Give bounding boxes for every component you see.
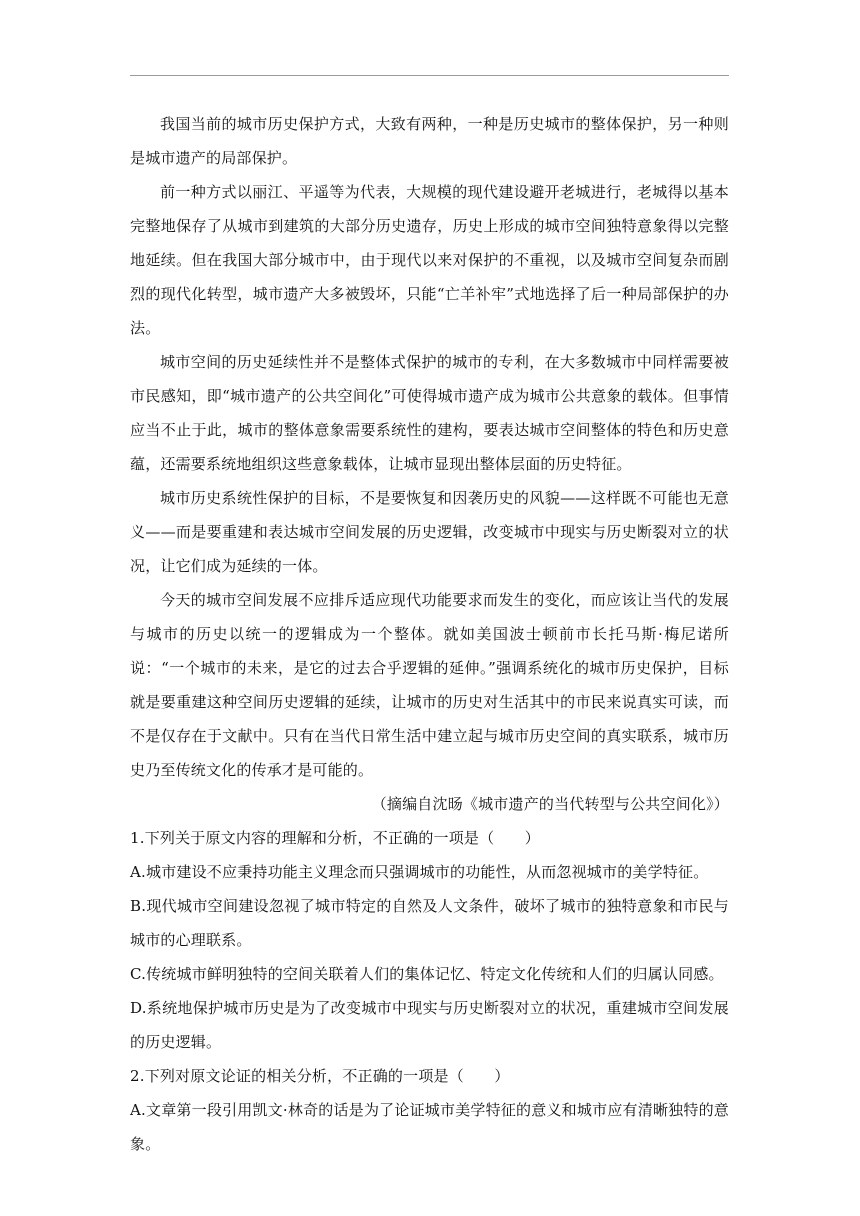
source-citation: （摘编自沈旸《城市遗产的当代转型与公共空间化》） <box>371 795 729 813</box>
paragraph: 前一种方式以丽江、平遥等为代表，大规模的现代建设避开老城进行，老城得以基本完整地保存了从城市到建筑的大部分历史遗存，历史上形成的城市空间独特意象得以完整地延续。但在我国大部分城市中，由于现代以来对保护的不重视，以及城市空间复杂而剧烈的现代化转型，城市遗产大多被毁坏，只能“亡羊补牢”式地选择了后一种局部保护的办法。 <box>130 183 729 337</box>
header-rule <box>130 75 729 76</box>
answer-option[interactable]: A.文章第一段引用凯文·林奇的话是为了论证城市美学特征的意义和城市应有清晰独特的意象。 <box>130 1101 729 1153</box>
paragraph: 我国当前的城市历史保护方式，大致有两种，一种是历史城市的整体保护，另一种则是城市遗产的局部保护。 <box>130 115 729 167</box>
answer-option[interactable]: B.现代城市空间建设忽视了城市特定的自然及人文条件，破坏了城市的独特意象和市民与城市的心理联系。 <box>130 897 729 949</box>
answer-option[interactable]: A.城市建设不应秉持功能主义理念而只强调城市的功能性，从而忽视城市的美学特征。 <box>130 863 709 881</box>
answer-option[interactable]: C.传统城市鲜明独特的空间关联着人们的集体记忆、特定文化传统和人们的归属认同感。 <box>130 965 724 983</box>
question-stem: 2.下列对原文论证的相关分析，不正确的一项是（ ） <box>130 1067 510 1085</box>
question-stem: 1.下列关于原文内容的理解和分析，不正确的一项是（ ） <box>130 829 540 847</box>
answer-option[interactable]: D.系统地保护城市历史是为了改变城市中现实与历史断裂对立的状况，重建城市空间发展的历史逻辑。 <box>130 999 729 1051</box>
paragraph: 今天的城市空间发展不应排斥适应现代功能要求而发生的变化，而应该让当代的发展与城市的历史以统一的逻辑成为一个整体。就如美国波士顿前市长托马斯·梅尼诺所说：“一个城市的未来，是它的过去合乎逻辑的延伸。”强调系统化的城市历史保护，目标就是要重建这种空间历史逻辑的延续，让城市的历史对生活其中的市民来说真实可读，而不是仅存在于文献中。只有在当代日常生活中建立起与城市历史空间的真实联系，城市历史乃至传统文化的传承才是可能的。 <box>130 591 729 779</box>
paragraph: 城市历史系统性保护的目标，不是要恢复和因袭历史的风貌——这样既不可能也无意义——而是要重建和表达城市空间发展的历史逻辑，改变城市中现实与历史断裂对立的状况，让它们成为延续的一体。 <box>130 489 729 575</box>
paragraph: 城市空间的历史延续性并不是整体式保护的城市的专利，在大多数城市中同样需要被市民感知，即“城市遗产的公共空间化”可使得城市遗产成为城市公共意象的载体。但事情应当不止于此，城市的整体意象需要系统性的建构，要表达城市空间整体的特色和历史意蕴，还需要系统地组织这些意象载体，让城市显现出整体层面的历史特征。 <box>130 353 729 473</box>
document-body <box>130 107 729 1161</box>
